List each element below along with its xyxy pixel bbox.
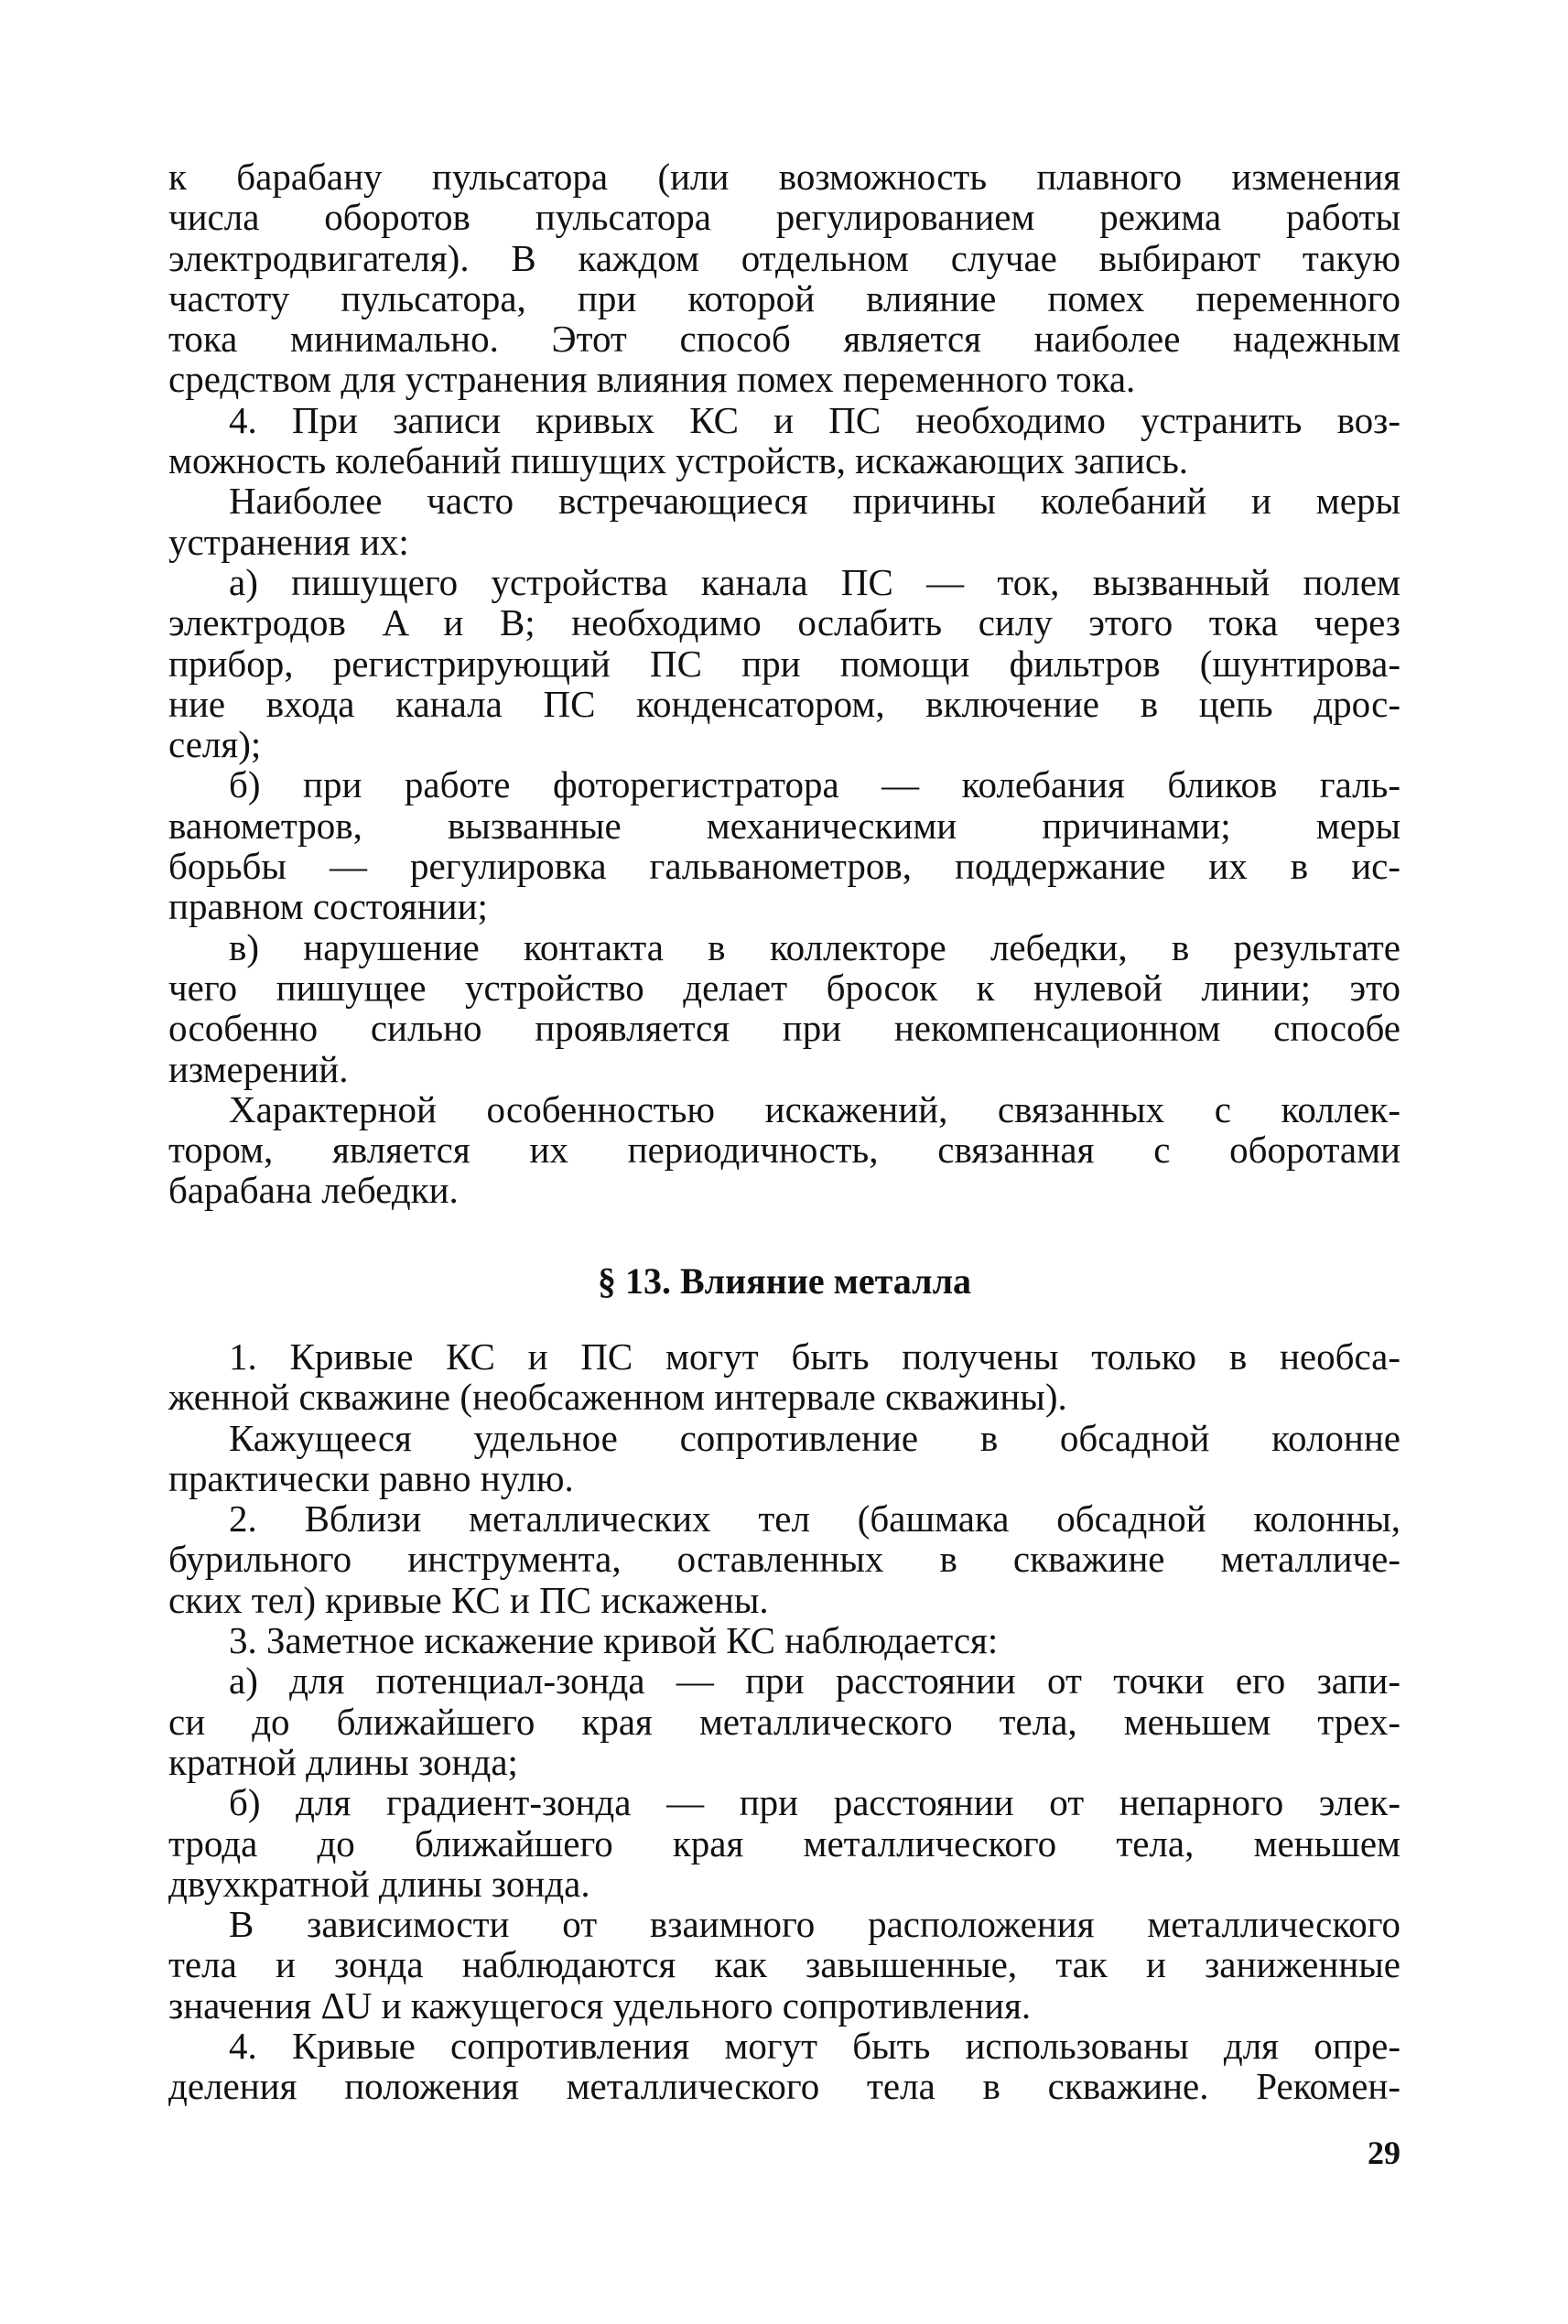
text-line: в) нарушение контакта в коллекторе лебедки, в результате: [229, 925, 1400, 968]
text-line: кратной длины зонда;: [168, 1740, 518, 1783]
text-line: чего пишущее устройство делает бросок к нулевой линии; это: [168, 966, 1400, 1009]
text-line: Кажущееся удельное сопротивление в обсадной колонне: [229, 1416, 1400, 1459]
paragraph: [168, 927, 1400, 1089]
paragraph: [168, 764, 1400, 926]
text-line: частоту пульсатора, при которой влияние помех переменного: [168, 276, 1400, 319]
paragraph: [168, 562, 1400, 764]
paragraph: [168, 1904, 1400, 2026]
text-line: ских тел) кривые КС и ПС искажены.: [168, 1578, 769, 1621]
text-line: 1. Кривые КС и ПС могут быть получены только в необса-: [229, 1335, 1400, 1378]
text-line: си до ближайшего края металлического тела, меньшем трех-: [168, 1700, 1400, 1743]
paragraph: [168, 1336, 1400, 1418]
text-line: электродов A и B; необходимо ослабить силу этого тока через: [168, 601, 1400, 644]
text-line: 4. При записи кривых КС и ПС необходимо устранить воз-: [229, 398, 1400, 441]
text-line: трода до ближайшего края металлического тела, меньшем: [168, 1821, 1400, 1865]
text-line: В зависимости от взаимного расположения металлического: [229, 1903, 1400, 1946]
text-line: барабана лебедки.: [168, 1169, 459, 1212]
text-line: 2. Вблизи металлических тел (башмака обсадной колонны,: [229, 1497, 1400, 1540]
paragraph: [168, 1418, 1400, 1499]
paragraph: [168, 1498, 1400, 1620]
text-line: борьбы — регулировка гальванометров, поддержание их в ис-: [168, 845, 1400, 888]
text-line: практически равно нулю.: [168, 1456, 574, 1499]
text-line: 4. Кривые сопротивления могут быть использованы для опре-: [229, 2025, 1400, 2068]
text-line: Наиболее часто встречающиеся причины колебаний и меры: [229, 480, 1400, 523]
text-line: женной скважине (необсаженном интервале скважины).: [168, 1376, 1067, 1419]
text-line: 3. Заметное искажение кривой КС наблюдается:: [229, 1619, 999, 1662]
text-line: селя);: [168, 723, 262, 766]
paragraph: [168, 1620, 1400, 1660]
text-line: средством для устранения влияния помех переменного тока.: [168, 358, 1136, 401]
text-line: к барабану пульсатора (или возможность плавного изменения: [168, 156, 1400, 198]
text-line: особенно сильно проявляется при некомпенсационном способе: [168, 1007, 1400, 1050]
page-number: 29: [1368, 2135, 1400, 2171]
text-line: б) при работе фоторегистратора — колебания бликов галь-: [229, 763, 1400, 806]
paragraph: [168, 1089, 1400, 1211]
text-line: тела и зонда наблюдаются как завышенные, так и заниженные: [168, 1943, 1400, 1986]
text-line: значения ΔU и кажущегося удельного сопротивления.: [168, 1984, 1032, 2027]
text-line: тока минимально. Этот способ является наиболее надежным: [168, 318, 1400, 361]
paragraph: [168, 157, 1400, 400]
text-line: Характерной особенностью искажений, связанных с коллек-: [229, 1087, 1400, 1130]
text-line: можность колебаний пишущих устройств, искажающих запись.: [168, 439, 1189, 482]
paragraph: [168, 1782, 1400, 1904]
text-line: устранения их:: [168, 520, 409, 563]
section-heading: § 13. Влияние металла: [597, 1260, 972, 1302]
text-before-heading: [168, 157, 1400, 1211]
text-line: а) для потенциал-зонда — при расстоянии от точки его запи-: [229, 1659, 1400, 1702]
paragraph: [168, 400, 1400, 481]
text-line: числа оборотов пульсатора регулированием режима работы: [168, 196, 1400, 239]
text-line: двухкратной длины зонда.: [168, 1862, 590, 1905]
text-line: правном состоянии;: [168, 885, 488, 928]
section-13-body: [168, 1336, 1400, 2107]
text-line: ние входа канала ПС конденсатором, включение в цепь дрос-: [168, 682, 1400, 725]
text-line: ванометров, вызванные механическими причинами; меры: [168, 804, 1400, 847]
paragraph: [168, 2026, 1400, 2107]
paragraph: [168, 1660, 1400, 1782]
text-line: измерений.: [168, 1047, 349, 1090]
text-line: б) для градиент-зонда — при расстоянии от непарного элек-: [229, 1781, 1400, 1824]
text-line: тором, является их периодичность, связанная с оборотами: [168, 1129, 1400, 1172]
paragraph: [168, 481, 1400, 562]
text-line: прибор, регистрирующий ПС при помощи фильтров (шунтирова-: [168, 642, 1400, 685]
text-line: электродвигателя). В каждом отдельном случае выбирают такую: [168, 236, 1400, 279]
text-line: деления положения металлического тела в скважине. Рекомен-: [168, 2065, 1400, 2108]
text-line: а) пишущего устройства канала ПС — ток, вызванный полем: [229, 560, 1400, 603]
text-line: бурильного инструмента, оставленных в скважине металличе-: [168, 1538, 1400, 1581]
